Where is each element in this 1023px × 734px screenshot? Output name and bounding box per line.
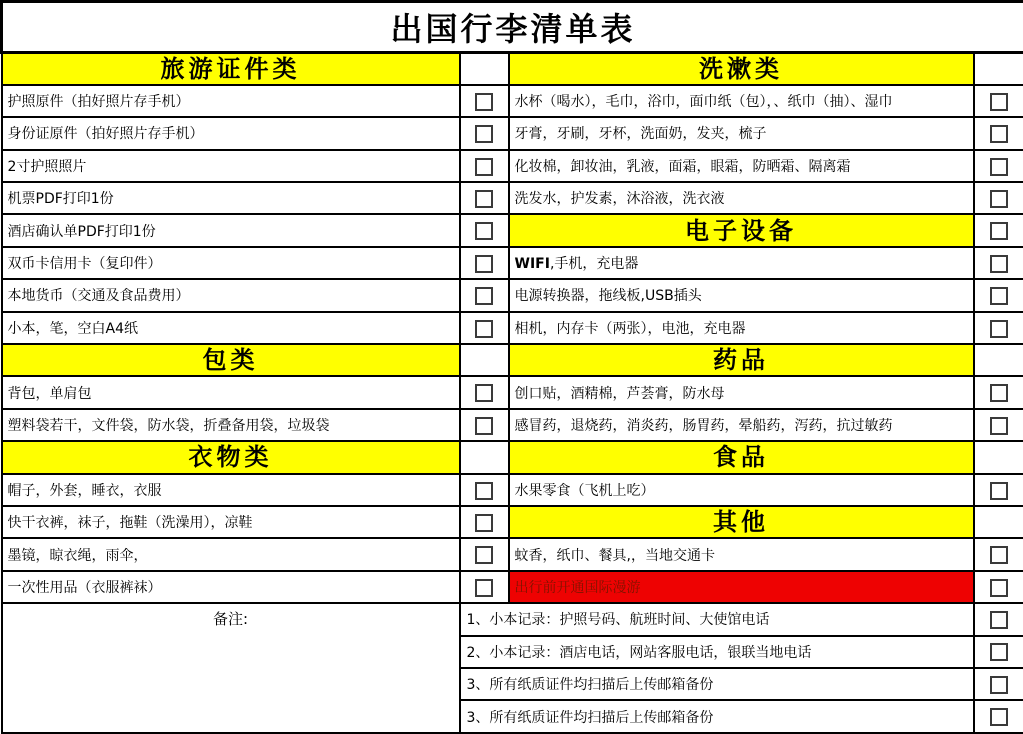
checkbox-cell — [974, 117, 1023, 149]
checkbox[interactable] — [990, 417, 1008, 435]
page-title: 出国行李清单表 — [2, 2, 1023, 53]
note-item-cell: 2、小本记录：酒店电话，网站客服电话，银联当地电话 — [460, 636, 974, 668]
item-cell: 塑料袋若干，文件袋，防水袋，折叠备用袋，垃圾袋 — [2, 409, 460, 441]
item-cell: 洗发水，护发素，沐浴液，洗衣液 — [509, 182, 974, 214]
checkbox-cell — [460, 182, 509, 214]
table-row — [2, 571, 1023, 603]
table-row — [2, 344, 1023, 376]
table-row — [2, 214, 1023, 246]
table-row — [2, 117, 1023, 149]
checkbox[interactable] — [475, 190, 493, 208]
item-cell: 蚊香，纸巾、餐具,，当地交通卡 — [509, 538, 974, 570]
alert-item-cell: 出行前开通国际漫游 — [509, 571, 974, 603]
checkbox-cell — [974, 279, 1023, 311]
table-row — [2, 409, 1023, 441]
checkbox[interactable] — [475, 287, 493, 305]
item-cell: 护照原件（拍好照片存手机） — [2, 85, 460, 117]
checkbox[interactable] — [475, 384, 493, 402]
checkbox[interactable] — [990, 287, 1008, 305]
checkbox-cell — [974, 214, 1023, 246]
item-text: ,手机，充电器 — [550, 256, 638, 272]
table-row — [2, 474, 1023, 506]
checkbox-cell — [974, 409, 1023, 441]
checkbox-cell — [974, 571, 1023, 603]
checkbox[interactable] — [475, 417, 493, 435]
note-item-cell: 1、小本记录：护照号码、航班时间、大使馆电话 — [460, 603, 974, 635]
item-cell: 水杯（喝水），毛巾，浴巾，面巾纸（包），、纸巾（抽）、湿巾 — [509, 85, 974, 117]
empty-cell — [974, 441, 1023, 473]
note-item-cell: 3、所有纸质证件均扫描后上传邮箱备份 — [460, 668, 974, 700]
item-cell: 本地货币（交通及食品费用） — [2, 279, 460, 311]
checkbox-cell — [974, 668, 1023, 700]
empty-cell — [974, 506, 1023, 538]
section-header: 食品 — [509, 441, 974, 473]
checkbox-cell — [974, 538, 1023, 570]
item-cell: 感冒药，退烧药，消炎药，肠胃药，晕船药，泻药，抗过敏药 — [509, 409, 974, 441]
checkbox-cell — [974, 85, 1023, 117]
notes-cell: 备注: — [2, 603, 460, 733]
table-row — [2, 85, 1023, 117]
checkbox[interactable] — [990, 222, 1008, 240]
section-header: 其他 — [509, 506, 974, 538]
empty-cell — [460, 441, 509, 473]
empty-cell — [460, 344, 509, 376]
item-cell: 水果零食（飞机上吃） — [509, 474, 974, 506]
item-cell: 酒店确认单PDF打印1份 — [2, 214, 460, 246]
checkbox-cell — [974, 312, 1023, 344]
item-cell: 身份证原件（拍好照片存手机） — [2, 117, 460, 149]
section-header: 药品 — [509, 344, 974, 376]
table-row — [2, 441, 1023, 473]
table-row — [2, 279, 1023, 311]
table-row — [2, 603, 1023, 635]
section-header: 洗漱类 — [509, 53, 974, 85]
note-item-cell: 3、所有纸质证件均扫描后上传邮箱备份 — [460, 700, 974, 732]
table-row — [2, 538, 1023, 570]
checkbox-cell — [974, 474, 1023, 506]
item-cell: 墨镜，晾衣绳，雨伞， — [2, 538, 460, 570]
checkbox-cell — [974, 247, 1023, 279]
checkbox[interactable] — [990, 255, 1008, 273]
checkbox-cell — [460, 279, 509, 311]
empty-cell — [974, 344, 1023, 376]
checkbox[interactable] — [475, 482, 493, 500]
checkbox-cell — [460, 409, 509, 441]
item-cell: 一次性用品（衣服裤袜） — [2, 571, 460, 603]
item-cell — [509, 247, 974, 279]
item-cell: 双币卡信用卡（复印件） — [2, 247, 460, 279]
checkbox[interactable] — [990, 611, 1008, 629]
item-cell: 背包，单肩包 — [2, 376, 460, 408]
checkbox[interactable] — [475, 125, 493, 143]
checkbox[interactable] — [990, 158, 1008, 176]
item-bold-prefix: WIFI — [515, 256, 550, 272]
item-cell: 化妆棉，卸妆油，乳液，面霜，眼霜，防晒霜、隔离霜 — [509, 150, 974, 182]
checkbox-cell — [974, 376, 1023, 408]
checkbox[interactable] — [990, 676, 1008, 694]
section-header: 衣物类 — [2, 441, 460, 473]
empty-cell — [974, 53, 1023, 85]
checkbox[interactable] — [990, 93, 1008, 111]
checkbox[interactable] — [475, 255, 493, 273]
table-row — [2, 376, 1023, 408]
checkbox[interactable] — [475, 546, 493, 564]
section-header: 旅游证件类 — [2, 53, 460, 85]
checkbox[interactable] — [475, 514, 493, 532]
item-cell: 电源转换器，拖线板,USB插头 — [509, 279, 974, 311]
section-header: 电子设备 — [509, 214, 974, 246]
item-cell: 帽子，外套，睡衣，衣服 — [2, 474, 460, 506]
item-cell: 快干衣裤，袜子，拖鞋（洗澡用），凉鞋 — [2, 506, 460, 538]
checkbox[interactable] — [475, 320, 493, 338]
empty-cell — [460, 53, 509, 85]
checkbox[interactable] — [990, 546, 1008, 564]
checkbox[interactable] — [990, 125, 1008, 143]
checkbox[interactable] — [475, 158, 493, 176]
checkbox-cell — [460, 571, 509, 603]
section-header: 包类 — [2, 344, 460, 376]
item-cell: 牙膏，牙刷，牙杯，洗面奶，发夹，梳子 — [509, 117, 974, 149]
checkbox-cell — [460, 376, 509, 408]
table-row — [2, 150, 1023, 182]
checkbox-cell — [460, 214, 509, 246]
checkbox[interactable] — [990, 643, 1008, 661]
checkbox[interactable] — [990, 579, 1008, 597]
checkbox[interactable] — [990, 320, 1008, 338]
checkbox-cell — [460, 474, 509, 506]
table-row — [2, 506, 1023, 538]
checkbox-cell — [460, 150, 509, 182]
checkbox[interactable] — [990, 384, 1008, 402]
checkbox-cell — [460, 247, 509, 279]
table-row — [2, 182, 1023, 214]
checkbox-cell — [974, 150, 1023, 182]
item-cell: 小本，笔，空白A4纸 — [2, 312, 460, 344]
table-row — [2, 247, 1023, 279]
checkbox-cell — [460, 312, 509, 344]
item-cell: 创口贴，酒精棉，芦荟膏，防水母 — [509, 376, 974, 408]
checkbox-cell — [974, 182, 1023, 214]
checkbox[interactable] — [475, 579, 493, 597]
checkbox-cell — [460, 538, 509, 570]
checklist-body — [2, 53, 1023, 733]
checkbox-cell — [974, 603, 1023, 635]
checkbox[interactable] — [475, 93, 493, 111]
table-row — [2, 312, 1023, 344]
checkbox[interactable] — [475, 222, 493, 240]
item-cell: 机票PDF打印1份 — [2, 182, 460, 214]
table-row — [2, 2, 1023, 53]
checkbox-cell — [460, 85, 509, 117]
checkbox-cell — [460, 117, 509, 149]
table-row — [2, 53, 1023, 85]
item-cell: 2寸护照照片 — [2, 150, 460, 182]
checkbox[interactable] — [990, 708, 1008, 726]
checkbox-cell — [974, 636, 1023, 668]
checkbox-cell — [460, 506, 509, 538]
checkbox[interactable] — [990, 482, 1008, 500]
item-cell: 相机，内存卡（两张），电池，充电器 — [509, 312, 974, 344]
checkbox-cell — [974, 700, 1023, 732]
checkbox[interactable] — [990, 190, 1008, 208]
